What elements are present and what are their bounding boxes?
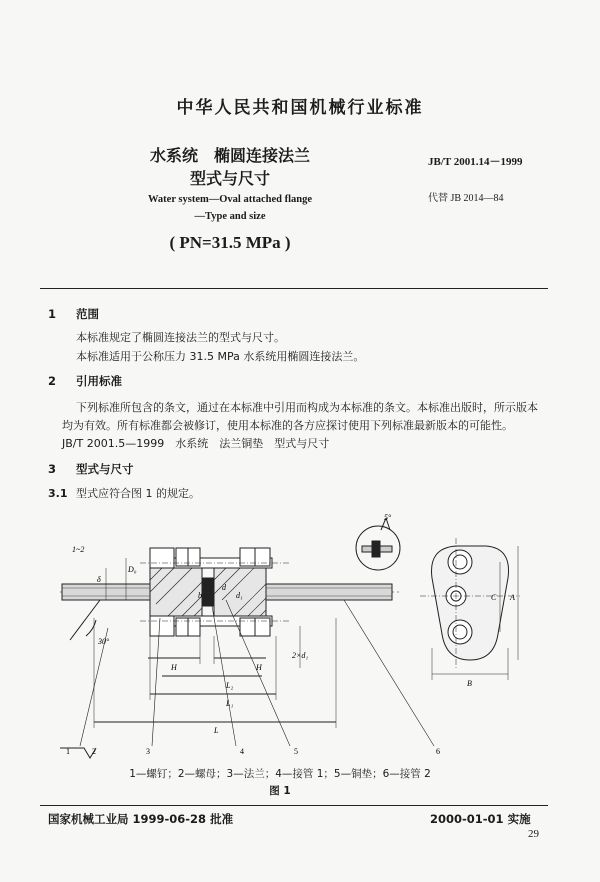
section-2-title: 引用标准 xyxy=(76,374,122,388)
replaces-standard: 代替 JB 2014—84 xyxy=(428,193,504,204)
approval-line: 国家机械工业局 1999-06-28 批准 xyxy=(48,812,234,826)
callout-3: 3 xyxy=(146,747,150,756)
callout-1: 1 xyxy=(66,747,70,756)
label-H-left: H xyxy=(171,663,177,672)
label-ra: 1~2 xyxy=(72,545,85,554)
standard-title-cn-line1: 水系统 椭圆连接法兰 xyxy=(149,146,310,165)
label-H-right: H xyxy=(256,663,262,672)
section-3-heading xyxy=(48,461,134,477)
section-1-title: 范围 xyxy=(76,307,99,321)
header-divider xyxy=(40,288,548,289)
label-L2: L₂ xyxy=(226,681,234,690)
section-3-1-number: 3.1 xyxy=(48,487,68,500)
standard-title-en-line1: Water system—Oval attached flange xyxy=(148,194,312,205)
section-1-number: 1 xyxy=(48,307,57,321)
figure-1-drawing xyxy=(0,508,600,766)
section-3-number: 3 xyxy=(48,462,57,476)
pressure-rating: ( PN=31.5 MPa ) xyxy=(169,233,291,252)
section-3-1-line xyxy=(48,485,200,502)
label-L: L xyxy=(214,726,219,735)
page-number: 29 xyxy=(528,828,539,840)
standard-title-en-line2: —Type and size xyxy=(194,211,266,222)
callout-5: 5 xyxy=(294,747,298,756)
section-1-para-2: 本标准适用于公称压力 31.5 MPa 水系统用椭圆连接法兰。 xyxy=(76,350,365,363)
label-b: b xyxy=(198,591,202,600)
flange-left-body xyxy=(150,566,202,618)
label-D0: D₀ xyxy=(128,565,137,574)
implementation-date: 2000-01-01 实施 xyxy=(430,812,531,826)
section-2-para-line1: 下列标准所包含的条文，通过在本标准中引用而构成为本标准的条文。本标准出版时，所示版本 xyxy=(76,401,538,414)
section-2-number: 2 xyxy=(48,374,57,388)
label-d1: d₁ xyxy=(236,591,243,600)
label-L1: L₁ xyxy=(226,699,234,708)
section-2-para-line2: 均为有效。所有标准都会被修订，使用本标准的各方应探讨使用下列标准最新版本的可能性。 xyxy=(62,419,513,432)
section-3-1-text: 型式应符合图 1 的规定。 xyxy=(76,487,200,500)
issuing-org-title: 中华人民共和国机械行业标准 xyxy=(176,98,424,118)
figure-caption: 图 1 xyxy=(269,785,291,797)
standard-title-cn-line2: 型式与尺寸 xyxy=(189,169,270,188)
copper-gasket xyxy=(202,578,214,606)
standard-number: JB/T 2001.14－1999 xyxy=(428,156,523,168)
screw-head-bottom-left xyxy=(150,616,174,636)
label-angle-30: 30° xyxy=(98,637,110,646)
section-3-title: 型式与尺寸 xyxy=(76,462,134,476)
label-C: C xyxy=(491,593,497,602)
screw-head-top-left xyxy=(150,548,174,568)
label-B: B xyxy=(467,679,472,688)
footer-divider xyxy=(40,805,548,806)
section-2-heading xyxy=(48,373,122,389)
section-1-heading xyxy=(48,306,99,322)
label-A: A xyxy=(510,593,515,602)
label-2xd1: 2×d₁ xyxy=(292,651,309,660)
label-delta: δ xyxy=(97,575,101,584)
figure-legend: 1—螺钉；2—螺母；3—法兰；4—接管 1；5—铜垫；6—接管 2 xyxy=(129,768,431,780)
label-d: d xyxy=(222,583,226,592)
callout-4: 4 xyxy=(240,747,244,756)
callout-2: 2 xyxy=(92,747,96,756)
label-angle-5: 5° xyxy=(384,513,392,522)
section-1-para-1: 本标准规定了椭圆连接法兰的型式与尺寸。 xyxy=(76,331,285,344)
callout-6: 6 xyxy=(436,747,440,756)
section-2-reference: JB/T 2001.5—1999 水系统 法兰铜垫 型式与尺寸 xyxy=(62,437,330,450)
